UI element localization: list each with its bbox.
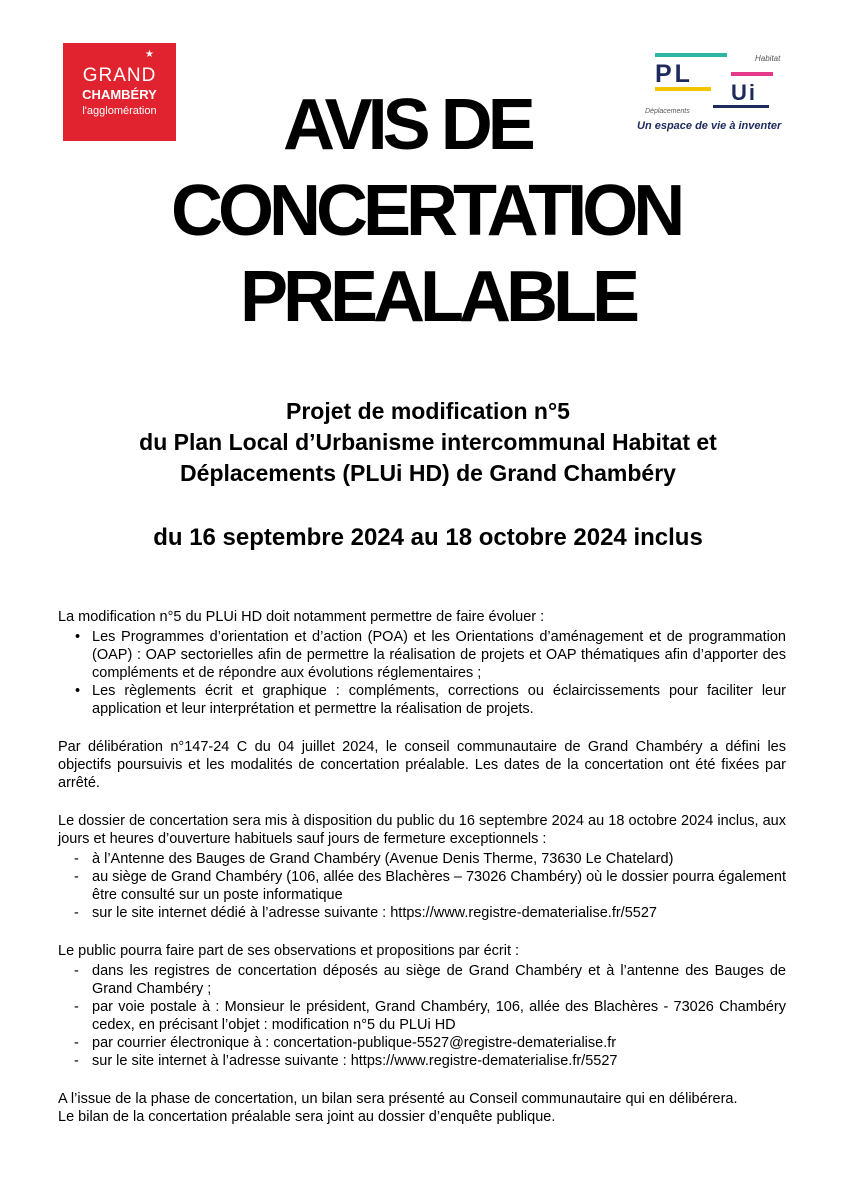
list-item: - par courrier électronique à : concertation-publique-5527@registre-dematerialise.fr (58, 1034, 786, 1052)
section1-intro: La modification n°5 du PLUi HD doit notamment permettre de faire évoluer : (58, 609, 545, 625)
plui-bar-pink (731, 72, 773, 76)
logo-gc-line3: l'agglomération (82, 105, 157, 117)
section4-intro: Le public pourra faire part de ses observations et propositions par écrit : (58, 943, 520, 959)
star-icon: ★ (145, 49, 154, 60)
list-item: • Les règlements écrit et graphique : compléments, corrections ou éclaircissements pour faciliter leur application et leur interprétation et permettre la réalisation de projets. (58, 682, 786, 718)
list-item: - à l’Antenne des Bauges de Grand Chambéry (Avenue Denis Therme, 73630 Le Chatelard) (58, 850, 786, 868)
logo-gc-line1: GRAND (82, 65, 157, 86)
logo-gc-line2: CHAMBÉRY (82, 87, 157, 102)
conclusion-line-2: Le bilan de la concertation préalable sera joint au dossier d’enquête publique. (58, 1109, 556, 1125)
page-title (0, 82, 842, 340)
plui-pl-text: PL (655, 60, 693, 88)
list-item: - par voie postale à : Monsieur le président, Grand Chambéry, 106, allée des Blachères - 73026 Chambéry cedex, en précisant l’objet : modification n°5 du PLUi HD (58, 998, 786, 1034)
title-line-3: PREALABLE (240, 257, 636, 337)
plui-bar-teal (655, 53, 727, 57)
notice-body (58, 608, 786, 1126)
list-item: • Les Programmes d’orientation et d’action (POA) et les Orientations d’aménagement et de programmation (OAP) : OAP sectorielles afin de permettre la réalisation de projets et OAP thématiques afin d’apporter des compléments et de répondre aux évolutions réglementaires ; (58, 628, 786, 682)
title-line-1: AVIS DE (283, 85, 531, 165)
section4-list (58, 962, 786, 1070)
section2-text: Par délibération n°147-24 C du 04 juillet 2024, le conseil communautaire de Grand Chambéry a défini les objectifs poursuivis et les modalités de concertation préalable. Les dates de la concertation ont été fixées par arrêté. (58, 739, 786, 791)
project-subtitle (40, 396, 816, 489)
list-item: - au siège de Grand Chambéry (106, allée des Blachères – 73026 Chambéry) où le dossier pourra également être consulté sur un poste informatique (58, 868, 786, 904)
title-line-2: CONCERTATION (171, 171, 681, 251)
plui-tagline: Un espace de vie à inventer (637, 120, 782, 132)
subtitle-line-1: Projet de modification n°5 (286, 398, 570, 424)
plui-habitat-label: Habitat (755, 54, 781, 63)
list-item: - dans les registres de concertation déposés au siège de Grand Chambéry et à l’antenne des Bauges de Grand Chambéry ; (58, 962, 786, 998)
section1-list (58, 628, 786, 718)
plui-ui-text: Ui (731, 80, 757, 105)
plui-deplacements-label: Déplacements (645, 108, 690, 115)
section3-list (58, 850, 786, 922)
list-item: - sur le site internet dédié à l’adresse suivante : https://www.registre-dematerialise.fr/5527 (58, 904, 786, 922)
concertation-dates: du 16 septembre 2024 au 18 octobre 2024 inclus (153, 524, 703, 551)
conclusion-line-1: A l’issue de la phase de concertation, un bilan sera présenté au Conseil communautaire qui en délibérera. (58, 1091, 738, 1107)
section3-intro: Le dossier de concertation sera mis à disposition du public du 16 septembre 2024 au 18 octobre 2024 inclus, aux jours et heures d’ouverture habituels sauf jours de fermeture exceptionnels : (58, 813, 786, 847)
subtitle-line-3: Déplacements (PLUi HD) de Grand Chambéry (180, 460, 676, 486)
list-item: - sur le site internet à l’adresse suivante : https://www.registre-dematerialise.fr/5527 (58, 1052, 786, 1070)
subtitle-line-2: du Plan Local d’Urbanisme intercommunal Habitat et (139, 429, 717, 455)
